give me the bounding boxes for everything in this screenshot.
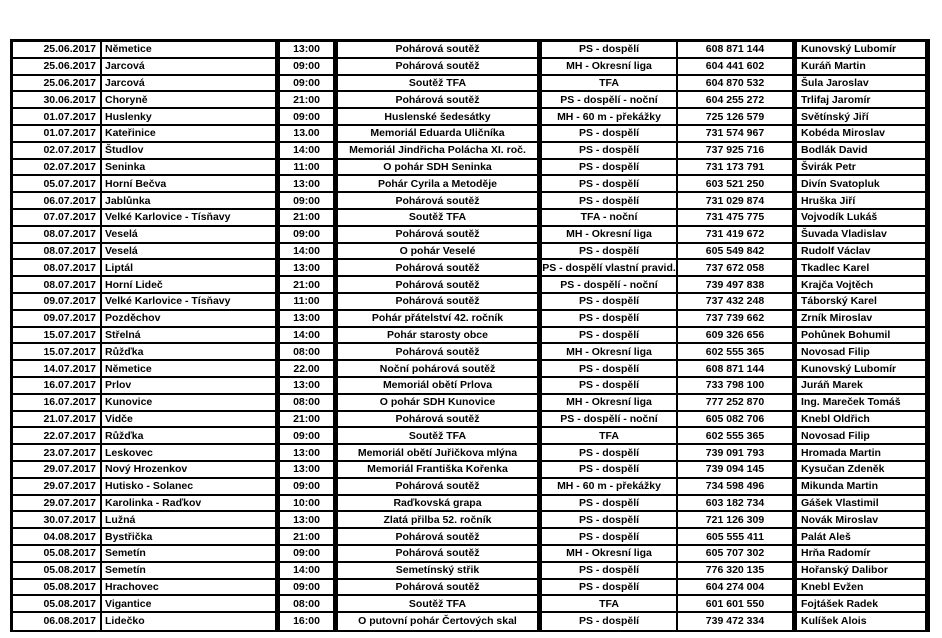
date-cell: 08.07.2017 bbox=[13, 227, 102, 242]
contact-cell: Vojvodík Lukáš bbox=[801, 211, 878, 224]
phone-cell: 604 255 272 bbox=[678, 92, 797, 107]
place-cell: Semetín bbox=[102, 563, 280, 578]
table-row bbox=[13, 227, 925, 244]
phone-cell: 602 555 365 bbox=[678, 428, 797, 443]
place-cell: Bystřička bbox=[102, 529, 280, 544]
place-cell: Vidče bbox=[102, 412, 280, 427]
date-cell: 07.07.2017 bbox=[13, 210, 102, 225]
contact-cell: Kysučan Zdeněk bbox=[801, 463, 885, 476]
place-cell: Leskovec bbox=[102, 445, 280, 460]
date-cell: 08.07.2017 bbox=[13, 260, 102, 275]
phone-cell: 603 182 734 bbox=[678, 496, 797, 511]
phone-cell: 601 601 550 bbox=[678, 596, 797, 611]
phone-cell: 608 871 144 bbox=[678, 361, 797, 376]
table-row bbox=[13, 529, 925, 546]
date-cell: 06.07.2017 bbox=[13, 193, 102, 208]
date-cell: 15.07.2017 bbox=[13, 344, 102, 359]
contact-cell: Hromada Martin bbox=[801, 446, 881, 459]
event-cell: Pohárová soutěž bbox=[338, 59, 542, 74]
contact-cell: Rudolf Václav bbox=[801, 244, 871, 257]
phone-cell: 725 126 579 bbox=[678, 109, 797, 124]
table-row bbox=[13, 428, 925, 445]
event-cell: Pohár Cyrila a Metoděje bbox=[338, 176, 542, 191]
category-cell: MH - 60 m - překážky bbox=[542, 109, 678, 124]
time-cell: 11:00 bbox=[280, 160, 338, 175]
phone-cell: 739 091 793 bbox=[678, 445, 797, 460]
contact-cell: Bodlák David bbox=[801, 144, 868, 157]
time-cell: 16:00 bbox=[280, 613, 338, 630]
event-cell: Pohárová soutěž bbox=[338, 546, 542, 561]
phone-cell: 734 598 496 bbox=[678, 479, 797, 494]
date-cell: 25.06.2017 bbox=[13, 42, 102, 57]
table-row bbox=[13, 512, 925, 529]
phone-cell: 731 574 967 bbox=[678, 126, 797, 141]
place-cell: Huslenky bbox=[102, 109, 280, 124]
category-cell: TFA bbox=[542, 596, 678, 611]
contact-cell: Hrňa Radomír bbox=[801, 547, 871, 560]
contact-cell: Hořanský Dalibor bbox=[801, 564, 888, 577]
place-cell: Horní Bečva bbox=[102, 176, 280, 191]
table-row bbox=[13, 563, 925, 580]
phone-cell: 609 326 656 bbox=[678, 328, 797, 343]
table-row bbox=[13, 76, 925, 93]
contact-cell: Trlifaj Jaromír bbox=[801, 93, 871, 106]
phone-cell: 737 925 716 bbox=[678, 143, 797, 158]
event-cell: Soutěž TFA bbox=[338, 596, 542, 611]
event-cell: Zlatá přilba 52. ročník bbox=[338, 512, 542, 527]
contact-cell: Juráň Marek bbox=[801, 379, 863, 392]
event-cell: Soutěž TFA bbox=[338, 76, 542, 91]
contact-cell: Krajča Vojtěch bbox=[801, 278, 874, 291]
contact-cell: Táborský Karel bbox=[801, 295, 877, 308]
time-cell: 10:00 bbox=[280, 496, 338, 511]
time-cell: 21:00 bbox=[280, 412, 338, 427]
contact-cell: Šula Jaroslav bbox=[801, 76, 869, 89]
contact-cell: Knebl Evžen bbox=[801, 580, 864, 593]
events-table bbox=[10, 39, 930, 632]
place-cell: Horní Lideč bbox=[102, 277, 280, 292]
category-cell: PS - dospělí vlastní pravid. bbox=[542, 260, 678, 275]
phone-cell: 603 521 250 bbox=[678, 176, 797, 191]
category-cell: MH - 60 m - překážky bbox=[542, 479, 678, 494]
event-cell: Memoriál Eduarda Uličníka bbox=[338, 126, 542, 141]
date-cell: 30.07.2017 bbox=[13, 512, 102, 527]
place-cell: Semetín bbox=[102, 546, 280, 561]
date-cell: 05.08.2017 bbox=[13, 596, 102, 611]
category-cell: PS - dospělí bbox=[542, 445, 678, 460]
category-cell: PS - dospělí bbox=[542, 193, 678, 208]
category-cell: PS - dospělí bbox=[542, 512, 678, 527]
category-cell: PS - dospělí bbox=[542, 563, 678, 578]
phone-cell: 604 274 004 bbox=[678, 580, 797, 595]
event-cell: Pohárová soutěž bbox=[338, 277, 542, 292]
time-cell: 22.00 bbox=[280, 361, 338, 376]
event-cell: Pohárová soutěž bbox=[338, 294, 542, 309]
event-cell: Soutěž TFA bbox=[338, 428, 542, 443]
category-cell: PS - dospělí - noční bbox=[542, 277, 678, 292]
contact-cell: Novosad Filip bbox=[801, 345, 870, 358]
table-row bbox=[13, 344, 925, 361]
time-cell: 13:00 bbox=[280, 176, 338, 191]
event-cell: Raďkovská grapa bbox=[338, 496, 542, 511]
contact-cell: Divín Svatopluk bbox=[801, 177, 880, 190]
phone-cell: 739 497 838 bbox=[678, 277, 797, 292]
phone-cell: 731 173 791 bbox=[678, 160, 797, 175]
time-cell: 21:00 bbox=[280, 92, 338, 107]
phone-cell: 737 672 058 bbox=[678, 260, 797, 275]
contact-cell: Kunovský Lubomír bbox=[801, 362, 897, 375]
date-cell: 29.07.2017 bbox=[13, 496, 102, 511]
table-row bbox=[13, 311, 925, 328]
category-cell: MH - Okresní liga bbox=[542, 59, 678, 74]
time-cell: 09:00 bbox=[280, 580, 338, 595]
event-cell: Pohárová soutěž bbox=[338, 227, 542, 242]
category-cell: PS - dospělí bbox=[542, 42, 678, 57]
time-cell: 14:00 bbox=[280, 143, 338, 158]
time-cell: 13:00 bbox=[280, 445, 338, 460]
phone-cell: 604 870 532 bbox=[678, 76, 797, 91]
place-cell: Jarcová bbox=[102, 76, 280, 91]
event-cell: O putovní pohár Čertových skal bbox=[338, 613, 542, 630]
table-row bbox=[13, 244, 925, 261]
phone-cell: 604 441 602 bbox=[678, 59, 797, 74]
phone-cell: 731 475 775 bbox=[678, 210, 797, 225]
place-cell: Hutisko - Solanec bbox=[102, 479, 280, 494]
table-row bbox=[13, 210, 925, 227]
contact-cell: Ing. Mareček Tomáš bbox=[801, 396, 901, 409]
category-cell: PS - dospělí bbox=[542, 176, 678, 191]
date-cell: 21.07.2017 bbox=[13, 412, 102, 427]
table-row bbox=[13, 260, 925, 277]
category-cell: TFA - noční bbox=[542, 210, 678, 225]
phone-cell: 605 707 302 bbox=[678, 546, 797, 561]
phone-cell: 608 871 144 bbox=[678, 42, 797, 57]
time-cell: 09:00 bbox=[280, 59, 338, 74]
time-cell: 21:00 bbox=[280, 277, 338, 292]
event-cell: Pohárová soutěž bbox=[338, 42, 542, 57]
date-cell: 23.07.2017 bbox=[13, 445, 102, 460]
place-cell: Veselá bbox=[102, 244, 280, 259]
time-cell: 09:00 bbox=[280, 109, 338, 124]
event-cell: O pohár SDH Kunovice bbox=[338, 395, 542, 410]
contact-cell: Zrník Miroslav bbox=[801, 312, 873, 325]
contact-cell: Hruška Jiří bbox=[801, 194, 856, 207]
place-cell: Choryně bbox=[102, 92, 280, 107]
table-row bbox=[13, 42, 925, 59]
category-cell: PS - dospělí bbox=[542, 496, 678, 511]
event-cell: Soutěž TFA bbox=[338, 210, 542, 225]
event-cell: Semetínský střik bbox=[338, 563, 542, 578]
event-cell: Pohárová soutěž bbox=[338, 580, 542, 595]
place-cell: Jablůnka bbox=[102, 193, 280, 208]
phone-cell: 737 432 248 bbox=[678, 294, 797, 309]
time-cell: 14:00 bbox=[280, 563, 338, 578]
table-row bbox=[13, 395, 925, 412]
table-row bbox=[13, 176, 925, 193]
phone-cell: 777 252 870 bbox=[678, 395, 797, 410]
event-cell: Pohárová soutěž bbox=[338, 344, 542, 359]
phone-cell: 721 126 309 bbox=[678, 512, 797, 527]
date-cell: 09.07.2017 bbox=[13, 311, 102, 326]
time-cell: 08:00 bbox=[280, 395, 338, 410]
date-cell: 29.07.2017 bbox=[13, 479, 102, 494]
contact-cell: Kuráň Martin bbox=[801, 60, 866, 73]
category-cell: PS - dospělí bbox=[542, 462, 678, 477]
table-row bbox=[13, 294, 925, 311]
phone-cell: 605 082 706 bbox=[678, 412, 797, 427]
category-cell: TFA bbox=[542, 76, 678, 91]
date-cell: 25.06.2017 bbox=[13, 76, 102, 91]
place-cell: Němetice bbox=[102, 361, 280, 376]
place-cell: Liptál bbox=[102, 260, 280, 275]
place-cell: Kateřinice bbox=[102, 126, 280, 141]
date-cell: 08.07.2017 bbox=[13, 277, 102, 292]
table-row bbox=[13, 361, 925, 378]
date-cell: 05.08.2017 bbox=[13, 580, 102, 595]
phone-cell: 733 798 100 bbox=[678, 378, 797, 393]
place-cell: Študlov bbox=[102, 143, 280, 158]
category-cell: MH - Okresní liga bbox=[542, 546, 678, 561]
event-cell: Pohárová soutěž bbox=[338, 412, 542, 427]
table-row bbox=[13, 92, 925, 109]
date-cell: 29.07.2017 bbox=[13, 462, 102, 477]
contact-cell: Pohůnek Bohumil bbox=[801, 328, 891, 341]
time-cell: 13:00 bbox=[280, 260, 338, 275]
place-cell: Lidečko bbox=[102, 613, 280, 630]
time-cell: 09:00 bbox=[280, 479, 338, 494]
time-cell: 09:00 bbox=[280, 76, 338, 91]
place-cell: Hrachovec bbox=[102, 580, 280, 595]
date-cell: 02.07.2017 bbox=[13, 143, 102, 158]
time-cell: 09:00 bbox=[280, 227, 338, 242]
time-cell: 08:00 bbox=[280, 344, 338, 359]
contact-cell: Tkadlec Karel bbox=[801, 261, 870, 274]
date-cell: 04.08.2017 bbox=[13, 529, 102, 544]
event-cell: O pohár Veselé bbox=[338, 244, 542, 259]
event-cell: Pohárová soutěž bbox=[338, 479, 542, 494]
event-cell: Pohárová soutěž bbox=[338, 260, 542, 275]
event-cell: Memoriál Františka Kořenka bbox=[338, 462, 542, 477]
event-cell: Huslenské šedesátky bbox=[338, 109, 542, 124]
table-row bbox=[13, 160, 925, 177]
contact-cell: Novosad Filip bbox=[801, 429, 870, 442]
table-row bbox=[13, 596, 925, 613]
event-cell: Pohárová soutěž bbox=[338, 92, 542, 107]
date-cell: 15.07.2017 bbox=[13, 328, 102, 343]
table-row bbox=[13, 613, 925, 630]
phone-cell: 731 029 874 bbox=[678, 193, 797, 208]
time-cell: 14:00 bbox=[280, 244, 338, 259]
place-cell: Lužná bbox=[102, 512, 280, 527]
table-row bbox=[13, 580, 925, 597]
time-cell: 09:00 bbox=[280, 193, 338, 208]
table-row bbox=[13, 412, 925, 429]
table-row bbox=[13, 378, 925, 395]
event-cell: Pohár přátelství 42. ročník bbox=[338, 311, 542, 326]
event-cell: Memoriál obětí Prlova bbox=[338, 378, 542, 393]
contact-cell: Palát Aleš bbox=[801, 530, 851, 543]
table-row bbox=[13, 193, 925, 210]
time-cell: 13.00 bbox=[280, 126, 338, 141]
date-cell: 16.07.2017 bbox=[13, 378, 102, 393]
contact-cell: Fojtášek Radek bbox=[801, 597, 879, 610]
table-row bbox=[13, 59, 925, 76]
place-cell: Nový Hrozenkov bbox=[102, 462, 280, 477]
date-cell: 22.07.2017 bbox=[13, 428, 102, 443]
date-cell: 01.07.2017 bbox=[13, 126, 102, 141]
place-cell: Veselá bbox=[102, 227, 280, 242]
event-cell: Pohár starosty obce bbox=[338, 328, 542, 343]
phone-cell: 602 555 365 bbox=[678, 344, 797, 359]
time-cell: 14:00 bbox=[280, 328, 338, 343]
place-cell: Karolinka - Raďkov bbox=[102, 496, 280, 511]
date-cell: 05.08.2017 bbox=[13, 546, 102, 561]
phone-cell: 739 094 145 bbox=[678, 462, 797, 477]
category-cell: PS - dospělí bbox=[542, 126, 678, 141]
time-cell: 09:00 bbox=[280, 428, 338, 443]
date-cell: 05.07.2017 bbox=[13, 176, 102, 191]
phone-cell: 605 555 411 bbox=[678, 529, 797, 544]
category-cell: PS - dospělí - noční bbox=[542, 412, 678, 427]
place-cell: Vigantice bbox=[102, 596, 280, 611]
time-cell: 21:00 bbox=[280, 210, 338, 225]
contact-cell: Gášek Vlastimil bbox=[801, 496, 879, 509]
category-cell: MH - Okresní liga bbox=[542, 344, 678, 359]
contact-cell: Kulíšek Alois bbox=[801, 615, 867, 628]
place-cell: Němetice bbox=[102, 42, 280, 57]
contact-cell: Kunovský Lubomír bbox=[801, 43, 897, 56]
place-cell: Velké Karlovice - Tísňavy bbox=[102, 210, 280, 225]
category-cell: MH - Okresní liga bbox=[542, 227, 678, 242]
category-cell: PS - dospělí bbox=[542, 580, 678, 595]
time-cell: 13:00 bbox=[280, 512, 338, 527]
place-cell: Prlov bbox=[102, 378, 280, 393]
table-row bbox=[13, 479, 925, 496]
contact-cell: Mikunda Martin bbox=[801, 480, 879, 493]
category-cell: PS - dospělí bbox=[542, 529, 678, 544]
contact-cell: Švirák Petr bbox=[801, 160, 856, 173]
phone-cell: 776 320 135 bbox=[678, 563, 797, 578]
phone-cell: 739 472 334 bbox=[678, 613, 797, 630]
place-cell: Jarcová bbox=[102, 59, 280, 74]
contact-cell: Světínský Jiří bbox=[801, 110, 869, 123]
event-cell: Noční pohárová soutěž bbox=[338, 361, 542, 376]
category-cell: PS - dospělí bbox=[542, 328, 678, 343]
category-cell: PS - dospělí bbox=[542, 160, 678, 175]
category-cell: PS - dospělí bbox=[542, 613, 678, 630]
category-cell: PS - dospělí bbox=[542, 311, 678, 326]
table-row bbox=[13, 328, 925, 345]
date-cell: 01.07.2017 bbox=[13, 109, 102, 124]
category-cell: PS - dospělí bbox=[542, 244, 678, 259]
category-cell: PS - dospělí bbox=[542, 143, 678, 158]
time-cell: 21:00 bbox=[280, 529, 338, 544]
event-cell: Pohárová soutěž bbox=[338, 529, 542, 544]
place-cell: Seninka bbox=[102, 160, 280, 175]
phone-cell: 605 549 842 bbox=[678, 244, 797, 259]
date-cell: 02.07.2017 bbox=[13, 160, 102, 175]
table-row bbox=[13, 445, 925, 462]
date-cell: 08.07.2017 bbox=[13, 244, 102, 259]
place-cell: Střelná bbox=[102, 328, 280, 343]
time-cell: 13:00 bbox=[280, 311, 338, 326]
date-cell: 05.08.2017 bbox=[13, 563, 102, 578]
place-cell: Růžďka bbox=[102, 344, 280, 359]
contact-cell: Kobéda Miroslav bbox=[801, 127, 886, 140]
date-cell: 14.07.2017 bbox=[13, 361, 102, 376]
place-cell: Velké Karlovice - Tísňavy bbox=[102, 294, 280, 309]
contact-cell: Novák Miroslav bbox=[801, 513, 879, 526]
contact-cell: Knebl Oldřich bbox=[801, 412, 870, 425]
date-cell: 25.06.2017 bbox=[13, 59, 102, 74]
category-cell: TFA bbox=[542, 428, 678, 443]
event-cell: Memoriál obětí Juřičkova mlýna bbox=[338, 445, 542, 460]
time-cell: 13:00 bbox=[280, 462, 338, 477]
date-cell: 16.07.2017 bbox=[13, 395, 102, 410]
category-cell: PS - dospělí - noční bbox=[542, 92, 678, 107]
category-cell: PS - dospělí bbox=[542, 378, 678, 393]
table-row bbox=[13, 277, 925, 294]
category-cell: MH - Okresní liga bbox=[542, 395, 678, 410]
table-row bbox=[13, 143, 925, 160]
date-cell: 30.06.2017 bbox=[13, 92, 102, 107]
date-cell: 09.07.2017 bbox=[13, 294, 102, 309]
time-cell: 09:00 bbox=[280, 546, 338, 561]
category-cell: PS - dospělí bbox=[542, 294, 678, 309]
event-cell: Pohárová soutěž bbox=[338, 193, 542, 208]
table-row bbox=[13, 462, 925, 479]
place-cell: Pozděchov bbox=[102, 311, 280, 326]
table-row bbox=[13, 546, 925, 563]
phone-cell: 731 419 672 bbox=[678, 227, 797, 242]
phone-cell: 737 739 662 bbox=[678, 311, 797, 326]
event-cell: O pohár SDH Seninka bbox=[338, 160, 542, 175]
time-cell: 11:00 bbox=[280, 294, 338, 309]
time-cell: 13:00 bbox=[280, 378, 338, 393]
category-cell: PS - dospělí bbox=[542, 361, 678, 376]
table-row bbox=[13, 126, 925, 143]
time-cell: 08:00 bbox=[280, 596, 338, 611]
table-row bbox=[13, 496, 925, 513]
place-cell: Kunovice bbox=[102, 395, 280, 410]
table-row bbox=[13, 109, 925, 126]
contact-cell: Šuvada Vladislav bbox=[801, 228, 887, 241]
time-cell: 13:00 bbox=[280, 42, 338, 57]
event-cell: Memoriál Jindřicha Polácha XI. roč. bbox=[338, 143, 542, 158]
place-cell: Růžďka bbox=[102, 428, 280, 443]
date-cell: 06.08.2017 bbox=[13, 613, 102, 630]
